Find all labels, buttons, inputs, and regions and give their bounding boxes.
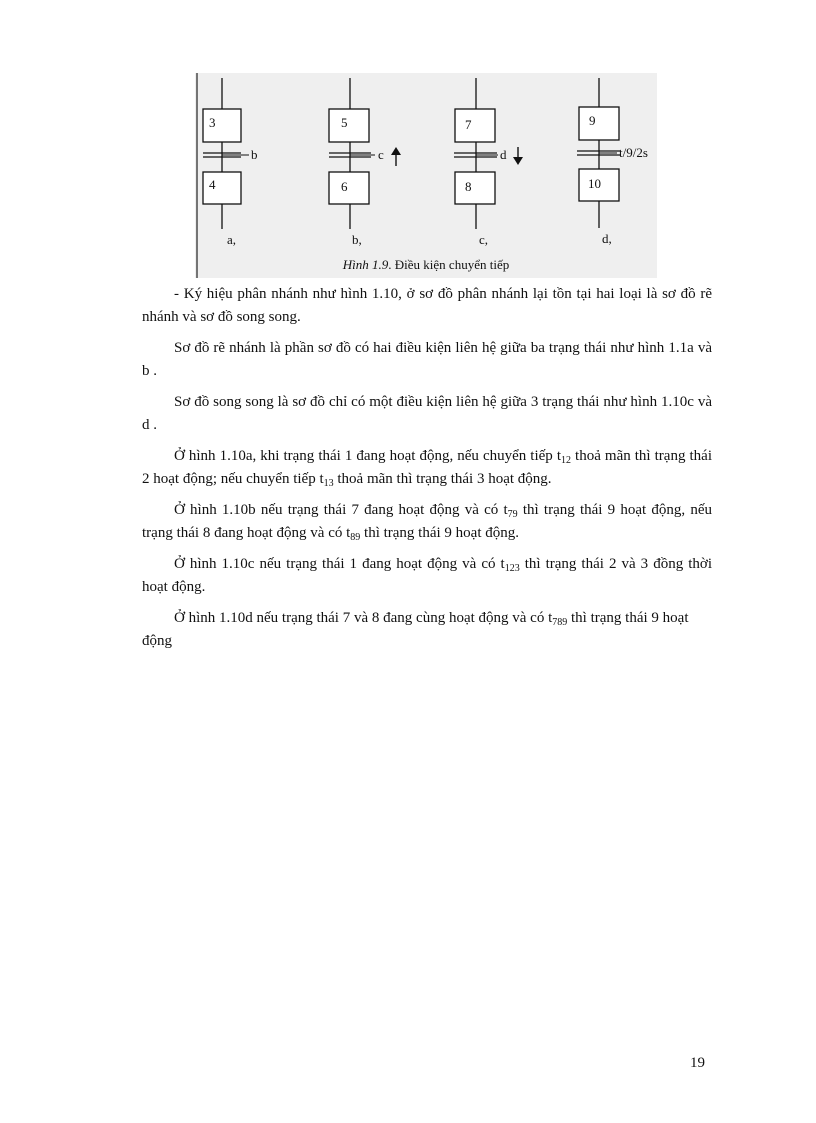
step-number-7: 7 [465,117,472,132]
step-number-4: 4 [209,177,216,192]
step-box-5 [329,109,369,142]
step-number-9: 9 [589,113,596,128]
p5-text-b: thì trạng thái 9 hoạt động, nếu trạng thái 8 đang hoạt động và có t [142,502,712,541]
sublabel-c: c, [479,232,489,247]
p6-subscript-1: 123 [504,563,520,574]
p5-text-c: thì trạng thái 9 hoạt động. [360,525,520,541]
step-box-7 [455,109,495,142]
sublabel-d: d, [602,231,612,246]
step-number-5: 5 [341,115,348,130]
step-number-3: 3 [209,115,216,130]
figure-caption-label: Hình 1.9 [342,257,389,272]
paragraph-3: Sơ đồ song song là sơ đồ chỉ có một điều kiện liên hệ giữa 3 trạng thái như hình 1.10c và d . [142,394,712,433]
step-number-10: 10 [588,176,601,191]
condition-label-b: c [378,147,384,162]
step-box-8 [455,172,495,204]
p6-text-b: thì trạng thái 2 và 3 đồng thời hoạt động. [142,556,712,595]
step-number-8: 8 [465,179,472,194]
step-box-9 [579,107,619,140]
condition-label-c: d [500,147,507,162]
transition-diagrams [195,73,657,278]
condition-label-d: t/9/2s [619,145,648,160]
paragraph-7 [142,607,712,653]
paragraph-2: Sơ đồ rẽ nhánh là phần sơ đồ có hai điều kiện liên hệ giữa ba trạng thái như hình 1.1a và b . [142,340,712,379]
arrow-down-icon [513,147,523,165]
p4-text-b: thoả mãn thì trạng thái 2 hoạt động; nếu chuyển tiếp t [142,448,712,487]
p7-subscript-1: 789 [552,617,568,628]
paragraph-5 [142,499,712,545]
p4-text-c: thoả mãn thì trạng thái 3 hoạt động. [333,471,552,487]
diagram-d [577,78,648,246]
p6-text-a: Ở hình 1.10c nếu trạng thái 1 đang hoạt động và có t [174,556,505,572]
p7-text-a: Ở hình 1.10d nếu trạng thái 7 và 8 đang cùng hoạt động và có t [174,610,553,626]
p5-subscript-1: 79 [507,509,518,520]
sublabel-a: a, [227,232,237,247]
paragraph-6 [142,553,712,599]
p4-subscript-2: 13 [323,478,334,489]
p5-subscript-2: 89 [350,532,361,543]
body-text [142,283,712,661]
p7-text-b: thì trạng thái 9 hoạt động [142,610,689,649]
paragraph-1: - Ký hiệu phân nhánh như hình 1.10, ở sơ đồ phân nhánh lại tồn tại hai loại là sơ đồ rẽ nhánh và sơ đồ song song. [142,286,712,325]
step-box-6 [329,172,369,204]
figure-caption [195,257,657,273]
p4-subscript-1: 12 [561,455,571,466]
p4-text-a: Ở hình 1.10a, khi trạng thái 1 đang hoạt động, nếu chuyển tiếp t [174,448,561,464]
diagram-c [454,78,523,247]
page-number: 19 [690,1055,705,1071]
paragraph-4 [142,445,712,491]
figure-caption-text: . Điều kiện chuyển tiếp [388,257,510,272]
condition-label-a: b [251,147,258,162]
figure-1-9 [195,73,657,278]
sublabel-b: b, [352,232,362,247]
step-number-6: 6 [341,179,348,194]
p5-text-a: Ở hình 1.10b nếu trạng thái 7 đang hoạt động và có t [174,502,508,518]
arrow-up-icon [391,147,401,166]
diagram-b [329,78,401,247]
diagram-a [203,78,258,247]
